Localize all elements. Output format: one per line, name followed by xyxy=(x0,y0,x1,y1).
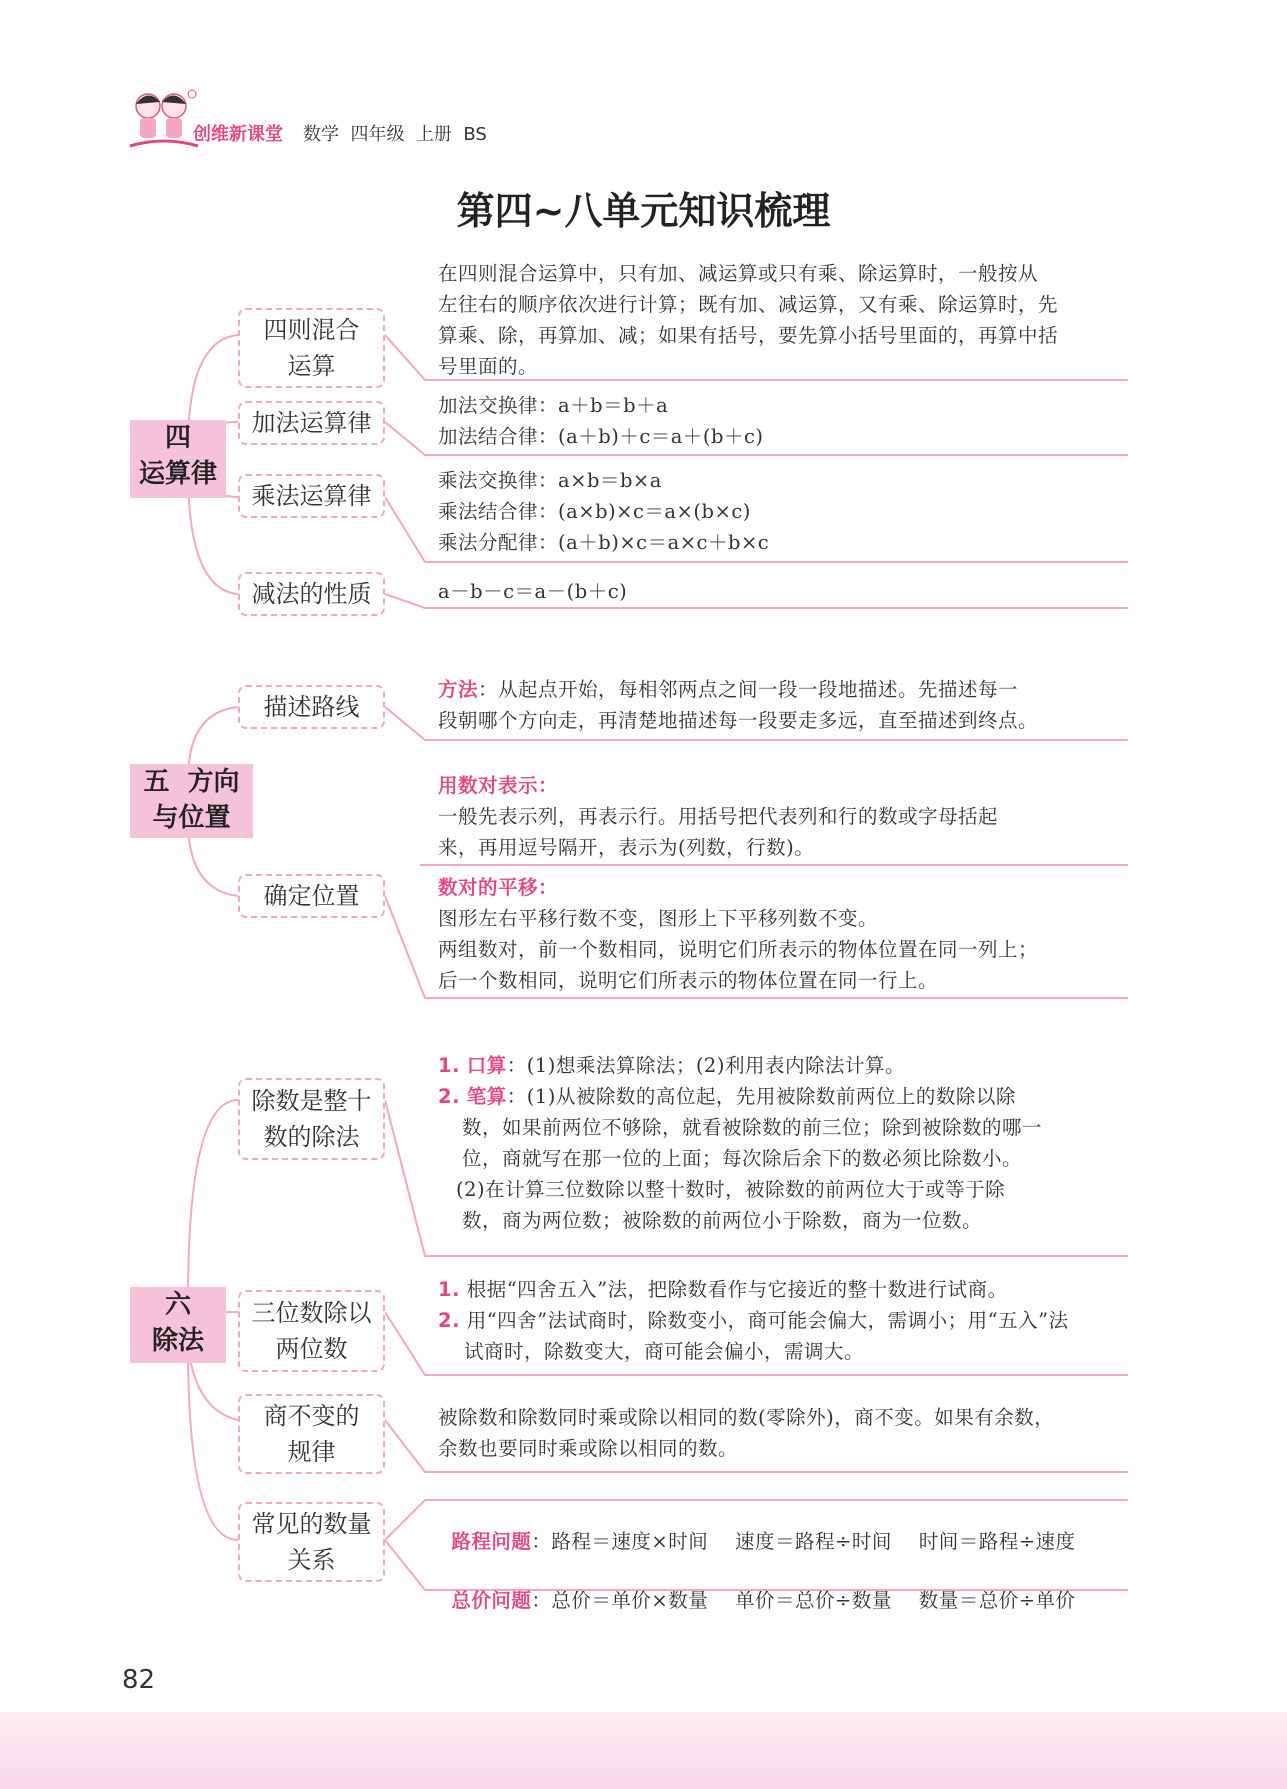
multiplication-laws-content xyxy=(438,465,1128,558)
item-number: 2. xyxy=(438,1085,460,1108)
content-line xyxy=(438,674,1128,705)
content-line: 加法交换律：a＋b＝b＋a xyxy=(438,394,669,417)
content-text: ：总价＝单价×数量 单价＝总价÷数量 数量＝总价÷单价 xyxy=(531,1589,1076,1612)
content-text: ：路程＝速度×时间 速度＝路程÷时间 时间＝路程÷速度 xyxy=(531,1530,1076,1553)
book-info: 数学 四年级 上册 BS xyxy=(303,124,487,145)
content-line: 算乘、除，再算加、减；如果有括号，要先算小括号里面的，再算中括 xyxy=(438,324,1059,347)
topic-name: 确定位置 xyxy=(263,882,360,910)
content-line xyxy=(438,1081,1128,1112)
content-line: 图形左右平移行数不变，图形上下平移列数不变。 xyxy=(438,907,879,930)
content-line: 余数也要同时乘或除以相同的数。 xyxy=(438,1437,739,1460)
describe-route-content xyxy=(438,674,1128,736)
three-digit-division-content xyxy=(438,1274,1128,1367)
content-line: 在四则混合运算中，只有加、减运算或只有乘、除运算时，一般按从 xyxy=(438,262,1039,285)
content-line: 加法结合律：(a＋b)＋c＝a＋(b＋c) xyxy=(438,425,764,448)
page-number: 82 xyxy=(122,1665,156,1695)
content-line: 试商时，除数变大，商可能会偏小，需调大。 xyxy=(464,1340,865,1363)
distance-problem-heading: 路程问题 xyxy=(451,1530,532,1553)
quantity-relations-price xyxy=(438,1554,1138,1616)
topic-name: 乘法运算律 xyxy=(251,482,372,510)
content-line: (2)在计算三位数除以整十数时，被除数的前两位大于或等于除 xyxy=(456,1178,1006,1201)
content-line: 后一个数相同，说明它们所表示的物体位置在同一行上。 xyxy=(438,969,939,992)
content-line: 一般先表示列，再表示行。用括号把代表列和行的数或字母括起 xyxy=(438,805,999,828)
unit-6-label-line1: 六 xyxy=(164,1290,191,1320)
content-line: 号里面的。 xyxy=(438,355,539,378)
content-line: 来，再用逗号隔开，表示为(列数，行数)。 xyxy=(438,836,815,859)
topic-mixed-operations xyxy=(238,308,385,388)
quantity-relations-distance xyxy=(438,1495,1138,1557)
topic-quotient-invariance xyxy=(238,1394,385,1474)
content-line: 乘法分配律：(a＋b)×c＝a×c＋b×c xyxy=(438,531,770,554)
topic-name-line: 运算 xyxy=(287,352,336,380)
topic-name-line: 关系 xyxy=(287,1546,336,1574)
topic-name: 减法的性质 xyxy=(251,580,372,608)
divide-by-tens-content xyxy=(438,1050,1128,1236)
content-line: 数，商为两位数；被除数的前两位小于除数，商为一位数。 xyxy=(462,1209,983,1232)
unit-5-label xyxy=(130,764,253,838)
content-text: ：(1)想乘法算除法；(2)利用表内除法计算。 xyxy=(506,1054,905,1077)
content-line xyxy=(438,1305,1128,1336)
unit-6-label xyxy=(130,1287,226,1363)
topic-divide-by-tens xyxy=(238,1078,385,1160)
number-pair-heading: 用数对表示： xyxy=(438,774,559,797)
unit-4-label-line2: 运算律 xyxy=(138,459,217,489)
topic-determine-position xyxy=(238,874,385,918)
topic-name-line: 三位数除以 xyxy=(251,1299,372,1327)
unit-4-label-line1: 四 xyxy=(164,423,191,453)
topic-name: 加法运算律 xyxy=(251,409,372,437)
item-number: 1. xyxy=(438,1278,460,1301)
topic-three-digit-by-two-digit xyxy=(238,1290,385,1372)
subtraction-property-content xyxy=(438,576,1128,607)
topic-describe-route xyxy=(238,685,385,729)
unit-4-label xyxy=(130,420,226,498)
item-number: 2. xyxy=(438,1309,460,1332)
topic-addition-laws xyxy=(238,401,385,445)
footer-band xyxy=(0,1712,1287,1789)
topic-name-line: 数的除法 xyxy=(263,1123,360,1151)
content-line xyxy=(438,1274,1128,1305)
content-line: 两组数对，前一个数相同，说明它们所表示的物体位置在同一列上； xyxy=(438,938,1039,961)
content-line: 左往右的顺序依次进行计算；既有加、减运算，又有乘、除运算时，先 xyxy=(438,293,1059,316)
method-heading: 方法 xyxy=(438,678,479,701)
content-line: 段朝哪个方向走，再清楚地描述每一段要走多远，直至描述到终点。 xyxy=(438,709,1039,732)
mental-calc-heading: 口算 xyxy=(466,1054,507,1077)
content-line: 乘法结合律：(a×b)×c＝a×(b×c) xyxy=(438,500,751,523)
topic-name-line: 除数是整十 xyxy=(251,1087,372,1115)
page-title: 第四~八单元知识梳理 xyxy=(456,189,831,233)
content-line: 数，如果前两位不够除，就看被除数的前三位；除到被除数的哪一 xyxy=(462,1116,1043,1139)
total-price-heading: 总价问题 xyxy=(451,1589,532,1612)
topic-subtraction-property xyxy=(238,572,385,616)
topic-quantity-relations xyxy=(238,1502,385,1582)
mixed-operations-content xyxy=(438,258,1128,382)
content-text: ：从起点开始，每相邻两点之间一段一段地描述。先描述每一 xyxy=(478,678,1019,701)
topic-name-line: 常见的数量 xyxy=(251,1510,372,1538)
content-line: 位，商就写在那一位的上面；每次除后余下的数必须比除数小。 xyxy=(462,1147,1023,1170)
content-line: 乘法交换律：a×b＝b×a xyxy=(438,469,662,492)
topic-name-line: 商不变的 xyxy=(263,1402,360,1430)
content-line: a－b－c＝a－(b＋c) xyxy=(438,580,628,603)
content-text: 根据“四舍五入”法，把除数看作与它接近的整十数进行试商。 xyxy=(466,1278,1008,1301)
topic-name-line: 规律 xyxy=(287,1438,336,1466)
topic-name-line: 两位数 xyxy=(275,1335,348,1363)
content-line xyxy=(438,1050,1128,1081)
determine-position-content-2 xyxy=(438,872,1128,996)
topic-name-line: 四则混合 xyxy=(263,316,360,344)
unit-5-label-line1: 五 方向 xyxy=(143,767,240,797)
unit-6-label-line2: 除法 xyxy=(151,1326,204,1356)
topic-multiplication-laws xyxy=(238,474,385,518)
determine-position-content-1 xyxy=(438,770,1128,863)
unit-5-label-line2: 与位置 xyxy=(152,803,231,833)
brand-name: 创维新课堂 xyxy=(193,124,283,145)
content-text: ：(1)从被除数的高位起，先用被除数前两位上的数除以除 xyxy=(506,1085,1016,1108)
content-line: 被除数和除数同时乘或除以相同的数(零除外)，商不变。如果有余数， xyxy=(438,1406,1055,1429)
item-number: 1. xyxy=(438,1054,460,1077)
translation-heading: 数对的平移： xyxy=(438,876,559,899)
addition-laws-content xyxy=(438,390,1128,452)
content-text: 用“四舍”法试商时，除数变小，商可能会偏大，需调小；用“五入”法 xyxy=(466,1309,1069,1332)
quotient-invariance-content xyxy=(438,1402,1128,1464)
written-calc-heading: 笔算 xyxy=(466,1085,507,1108)
topic-name: 描述路线 xyxy=(263,693,360,721)
